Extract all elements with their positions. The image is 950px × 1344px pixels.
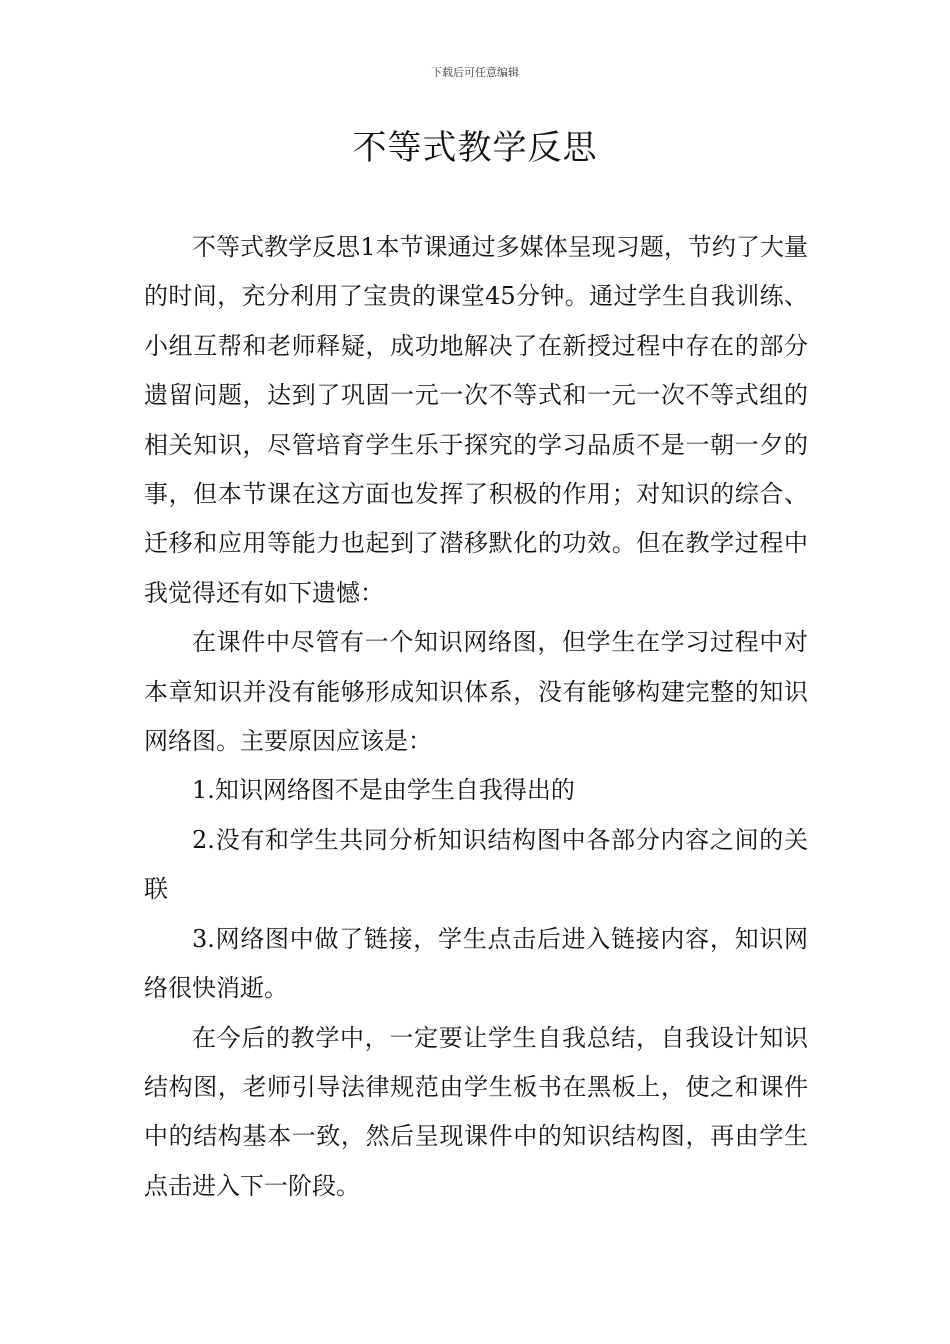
list-item-2: 2.没有和学生共同分析知识结构图中各部分内容之间的关联 <box>144 825 808 904</box>
paragraph-3: 在今后的教学中，一定要让学生自我总结，自我设计知识结构图，老师引导法律规范由学生板书在黑板上，使之和课件中的结构基本一致，然后呈现课件中的知识结构图，再由学生点击进入下一阶段。 <box>144 1023 808 1200</box>
list-item-1: 1.知识网络图不是由学生自我得出的 <box>192 776 575 805</box>
paragraph-2: 在课件中尽管有一个知识网络图，但学生在学习过程中对本章知识并没有能够形成知识体系，没有能够构建完整的知识网络图。主要原因应该是： <box>144 628 808 756</box>
page-title: 不等式教学反思 <box>352 128 598 168</box>
header-note: 下载后可任意编辑 <box>431 66 519 79</box>
list-item-3: 3.网络图中做了链接，学生点击后进入链接内容，知识网络很快消逝。 <box>144 924 808 1003</box>
paragraph-1: 不等式教学反思1本节课通过多媒体呈现习题，节约了大量的时间，充分利用了宝贵的课堂45分钟。通过学生自我训练、小组互帮和老师释疑，成功地解决了在新授过程中存在的部分遗留问题，达到了巩固一元一次不等式和一元一次不等式组的相关知识，尽管培育学生乐于探究的学习品质不是一朝一夕的事，但本节课在这方面也发挥了积极的作用；对知识的综合、迁移和应用等能力也起到了潜移默化的功效。但在教学过程中我觉得还有如下遗憾： <box>144 233 808 607</box>
document-body <box>144 223 808 1211</box>
